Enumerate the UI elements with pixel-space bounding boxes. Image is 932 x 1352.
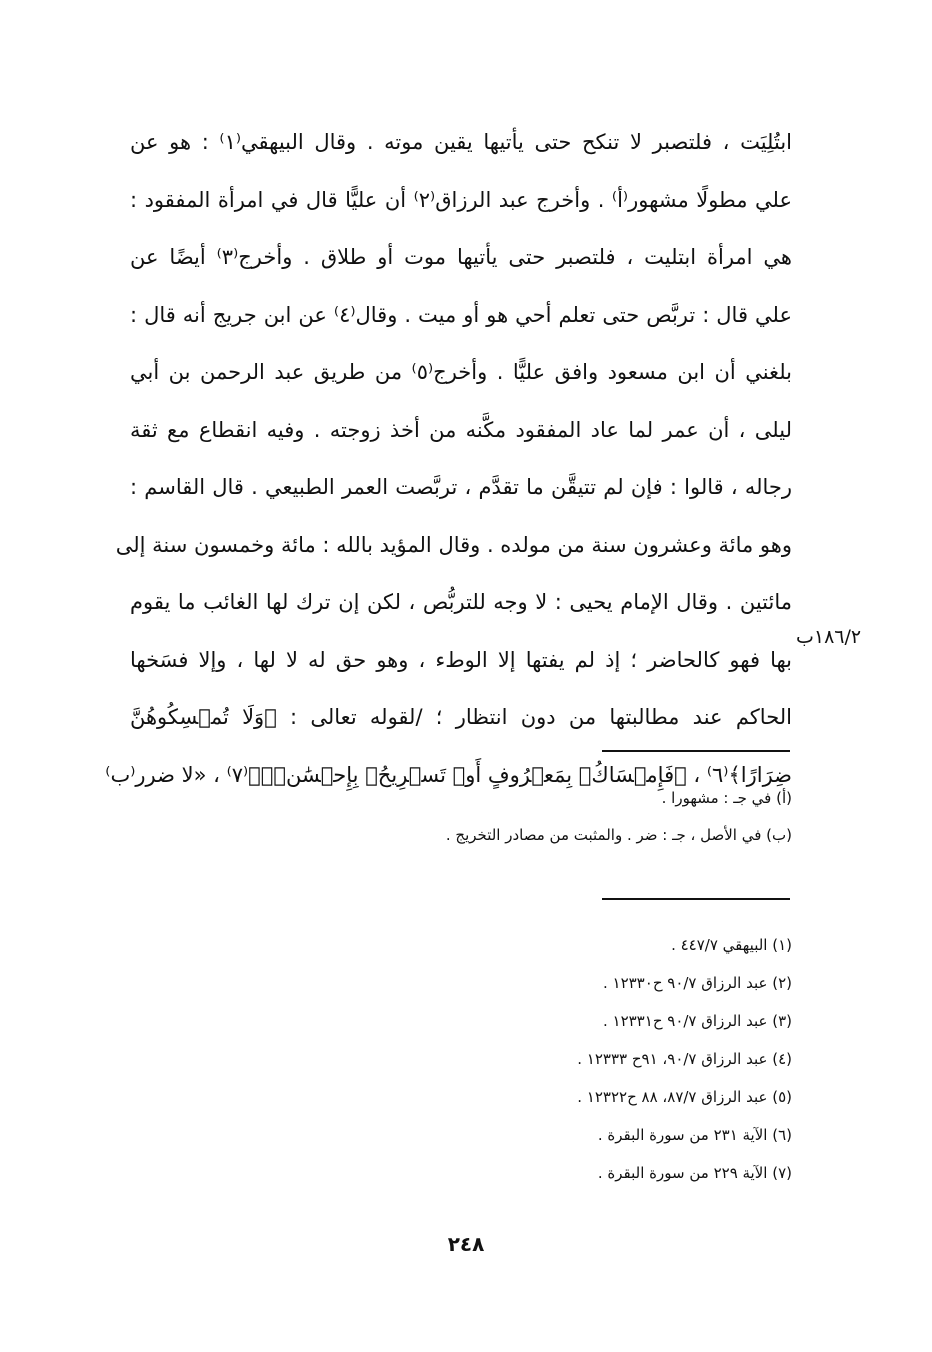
footnote-2: (٢) عبد الرزاق ٩٠/٧ ح١٢٣٣٠ . <box>602 974 792 992</box>
footnote-divider-letters <box>602 750 790 752</box>
footnote-1: (١) البيهقي ٤٤٧/٧ . <box>671 936 792 954</box>
text-line-1: ابتُلِيَت ، فلتصبر لا تنكح حتى يأتيها يقين موته . وقال البيهقي⁽١⁾ : هو عن <box>130 130 792 154</box>
text-line-4: علي قال : تربَّص حتى تعلم أحي هو أو ميت . وقال⁽٤⁾ عن ابن جريج أنه قال : <box>130 302 792 327</box>
main-text <box>105 118 793 808</box>
variant-note-a: (أ) في جـ : مشهورا . <box>661 789 792 807</box>
text-line-2: علي مطولًا مشهور⁽أ⁾ . وأخرج عبد الرزاق⁽٢⁾ أن عليًّا قال في امرأة المفقود : <box>130 187 793 212</box>
text-line-6: ليلى ، أن عمر لما عاد المفقود مكَّنه من أخذ زوجته . وفيه انقطاع مع ثقة <box>130 417 792 442</box>
text-line-3: هي امرأة ابتليت ، فلتصبر حتى يأتيها موت أو طلاق . وأخرج⁽٣⁾ أيضًا عن <box>130 245 792 269</box>
text-line-11: الحاكم عند مطالبتها من دون انتظار ؛ /لقوله تعالى : ﴿وَلَا تُمۡسِكُوهُنَّ <box>130 705 792 729</box>
text-line-10: بها فهو كالحاضر ؛ إذ لم يفتها إلا الوطء ، وهو حق له لا لها ، وإلا فسَخها <box>130 647 792 672</box>
variant-note-b: (ب) في الأصل ، جـ : ضر . والمثبت من مصادر التخريج . <box>445 826 792 844</box>
text-line-5: بلغني أن ابن مسعود وافق عليًّا . وأخرج⁽٥⁾ من طريق عبد الرحمن بن أبي <box>130 360 792 384</box>
footnote-3: (٣) عبد الرزاق ٩٠/٧ ح١٢٣٣١ . <box>602 1012 792 1030</box>
footnote-4: (٤) عبد الرزاق ٩٠/٧، ٩١ح ١٢٣٣٣ . <box>577 1050 792 1068</box>
footnote-5: (٥) عبد الرزاق ٨٧/٧، ٨٨ ح١٢٣٢٢ . <box>577 1088 792 1106</box>
text-line-9: مائتين . وقال الإمام يحيى : لا وجه للتربُّص ، لكن إن ترك لها الغائب ما يقوم <box>130 590 792 614</box>
text-line-7: رجاله ، قالوا : فإن لم تتيقَّن ما تقدَّم ، تربَّصت العمر الطبيعي . قال القاسم : <box>130 475 792 499</box>
text-line-8: وهو مائة وعشرون سنة من مولده . وقال المؤيد بالله : مائة وخمسون سنة إلى <box>115 532 792 557</box>
text-line-12: ضِرَارًا﴾⁽٦⁾ ، ﴿فَإِمۡسَاكُۢ بِمَعۡرُوفٍ أَوۡ تَسۡرِيحُۢ بِإِحۡسَٰنٖۗ﴾⁽٧⁾ ، «لا ضرر⁽ب⁾ <box>105 762 792 787</box>
footnote-6: (٦) الآية ٢٣١ من سورة البقرة . <box>597 1126 792 1144</box>
reference-footnotes <box>577 926 792 1192</box>
footnote-divider-numbers <box>602 898 790 900</box>
footnote-7: (٧) الآية ٢٢٩ من سورة البقرة . <box>597 1164 792 1182</box>
manuscript-folio-marker: ١٨٦/٢ب <box>796 626 862 648</box>
page-number: ٢٤٨ <box>447 1232 485 1256</box>
textual-variant-notes <box>446 780 792 854</box>
